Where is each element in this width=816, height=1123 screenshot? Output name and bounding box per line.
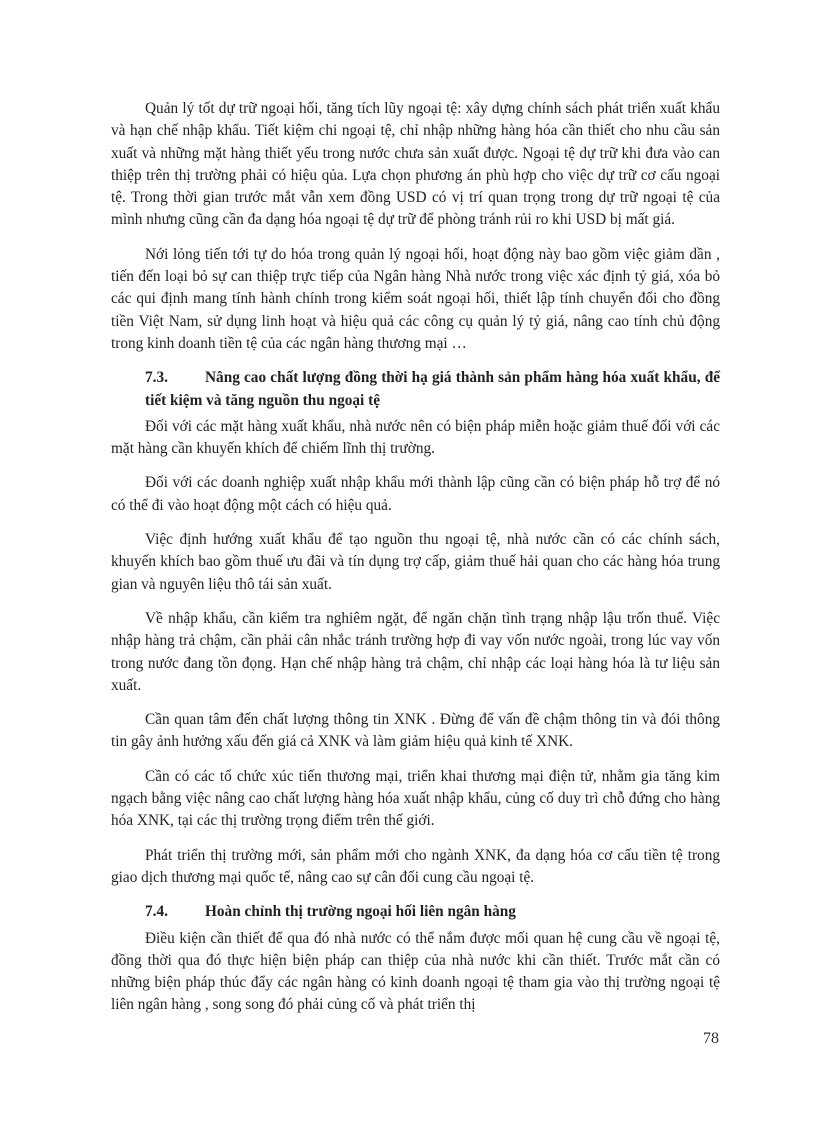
paragraph-export-tax: Đối với các mặt hàng xuất khẩu, nhà nước nên có biện pháp miễn hoặc giảm thuế đối với các mặt hàng cần khuyến khích để chiếm lĩnh thị trường.	[111, 417, 720, 458]
paragraph-foreign-reserve: Quản lý tốt dự trữ ngoại hối, tăng tích lũy ngoại tệ: xây dựng chính sách phát triển xuất khẩu và hạn chế nhập khẩu. Tiết kiệm chi ngoại tệ, chỉ nhập những hàng hóa cần thiết cho nhu cầu sản xuất và những mặt hàng thiết yếu trong nước chưa sản xuất được. Ngoại tệ dự trữ khi đưa vào can thiệp trên thị trường phải có hiệu qủa. Lựa chọn phương án phù hợp cho việc dự trữ cơ cấu ngoại tệ. Trong thời gian trước mắt vẫn xem đồng USD có vị trí quan trọng trong dự trữ ngoại tệ của mình nhưng cũng cần đa dạng hóa ngoại tệ dự trữ để phòng tránh rủi ro khi USD bị mất giá.	[111, 100, 720, 229]
section-number: 7.3.	[145, 369, 168, 387]
paragraph-new-enterprises: Đối với các doanh nghiệp xuất nhập khẩu mới thành lập cũng cần có biện pháp hỗ trợ để nó có thể đi vào hoạt động một cách có hiệu quả.	[111, 474, 720, 514]
section-heading-7-3	[111, 367, 720, 412]
paragraph-liberalization: Nới lỏng tiến tới tự do hóa trong quản lý ngoại hối, hoạt động này bao gồm việc giảm dần , tiến đến loại bỏ sự can thiệp trực tiếp của Ngân hàng Nhà nước trong việc xác định tỷ giá, xóa bỏ các qui định mang tính hành chính trong kiểm soát ngoại hối, thiết lập tính chuyển đổi cho đồng tiền Việt Nam, sử dụng linh hoạt và hiệu quả các công cụ quản lý tỷ giá, nâng cao tính chủ động trong kinh doanh tiền tệ của các ngân hàng thương mại …	[111, 245, 720, 352]
section-title: Hoàn chỉnh thị trường ngoại hối liên ngân hàng	[205, 903, 516, 921]
page-number: 78	[703, 1030, 719, 1047]
section-number: 7.4.	[145, 903, 168, 921]
paragraph-import-control: Về nhập khẩu, cần kiểm tra nghiêm ngặt, để ngăn chặn tình trạng nhập lậu trốn thuế. Việc nhập hàng trả chậm, cần phải cân nhắc tránh trường hợp đi vay vốn nước ngoài, trong lúc vay vốn trong nước đang tồn đọng. Hạn chế nhập hàng trả chậm, chỉ nhập các loại hàng hóa là tư liệu sản xuất.	[111, 609, 720, 694]
paragraph-trade-promotion: Cần có các tổ chức xúc tiến thương mại, triển khai thương mại điện tử, nhằm gia tăng kim ngạch bằng việc nâng cao chất lượng hàng hóa xuất nhập khẩu, củng cố duy trì chỗ đứng cho hàng hóa XNK, tại các thị trường trọng điểm trên thế giới.	[111, 767, 720, 830]
paragraph-new-markets: Phát triển thị trường mới, sản phẩm mới cho ngành XNK, đa dạng hóa cơ cấu tiền tệ trong giao dịch thương mại quốc tế, nâng cao sự cân đối cung cầu ngoại tệ.	[111, 846, 720, 886]
section-heading-7-4	[111, 901, 720, 923]
paragraph-interbank-market: Điều kiện cần thiết để qua đó nhà nước có thể nắm được mối quan hệ cung cầu về ngoại tệ, đồng thời qua đó thực hiện biện pháp can thiệp của nhà nước khi cần thiết. Trước mắt cần có những biện pháp thúc đẩy các ngân hàng có kinh doanh ngoại tệ tham gia vào thị trường ngoại tệ liên ngân hàng , song song đó phải củng cố và phát triển thị	[111, 929, 720, 1014]
section-title: Nâng cao chất lượng đồng thời hạ giá thành sản phẩm hàng hóa xuất khẩu, để tiết kiệm và tăng nguồn thu ngoại tệ	[145, 369, 720, 409]
paragraph-export-orientation: Việc định hướng xuất khẩu để tạo nguồn thu ngoại tệ, nhà nước cần có các chính sách, khuyến khích bao gồm thuế ưu đãi và tín dụng trợ cấp, giảm thuế hải quan cho các hàng hóa trung gian và nguyên liệu thô tái sản xuất.	[111, 531, 720, 593]
paragraph-information-quality: Cần quan tâm đến chất lượng thông tin XNK . Đừng để vấn đề chậm thông tin và đói thông tin gây ảnh hưởng xấu đến giá cả XNK và làm giảm hiệu quả kinh tế XNK.	[111, 711, 720, 751]
